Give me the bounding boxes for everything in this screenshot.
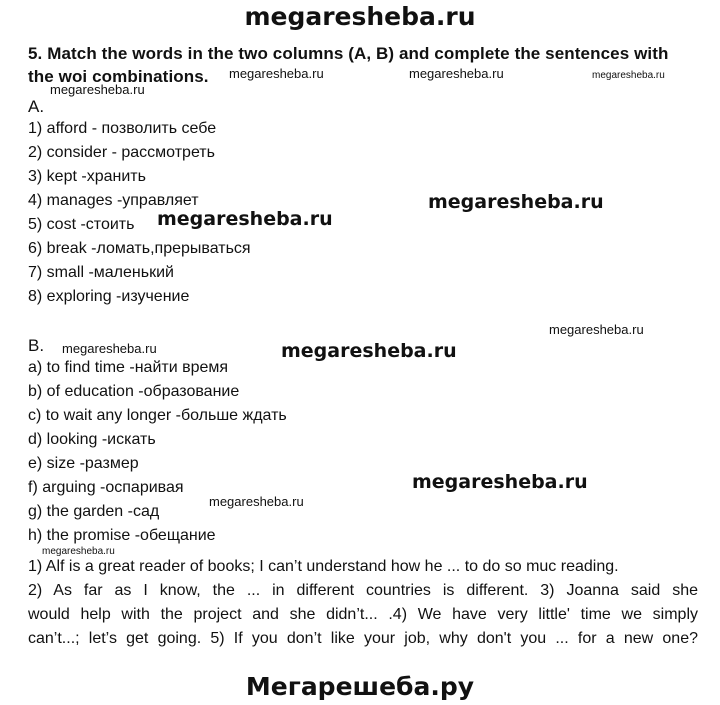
site-footer: Мегарешеба.ру xyxy=(245,672,475,701)
column-a-label: A. xyxy=(28,97,45,116)
watermark: megaresheba.ru xyxy=(62,341,157,356)
sentence-line: 2) As far as I know, the ... in different countries is different. 3) Joanna said she xyxy=(28,582,698,599)
watermark: megaresheba.ru xyxy=(428,191,604,213)
column-b-item: g) the garden -сад xyxy=(28,503,160,520)
column-a-item: 7) small -маленький xyxy=(28,264,174,281)
column-b-item: h) the promise -обещание xyxy=(28,527,216,544)
sentence-line: can’t...; let’s get going. 5) If you don’t like your job, why don't you ... for a new one? xyxy=(28,630,698,647)
watermark: megaresheba.ru xyxy=(281,340,457,362)
column-b-item: a) to find time -найти время xyxy=(28,359,229,376)
column-a-item: 5) cost -стоить xyxy=(28,216,135,233)
watermark: megaresheba.ru xyxy=(412,471,588,493)
column-b-item: f) arguing -оспаривая xyxy=(28,479,184,496)
column-b-item: d) looking -искать xyxy=(28,431,156,448)
sentence-line: would help with the project and she didn’t... .4) We have very little' time we simply xyxy=(28,606,698,623)
column-a-item: 6) break -ломать,прерываться xyxy=(28,240,251,257)
watermark: megaresheba.ru xyxy=(50,82,145,97)
watermark: megaresheba.ru xyxy=(42,546,115,557)
watermark: megaresheba.ru xyxy=(549,322,644,337)
column-b-item: b) of education -образование xyxy=(28,383,240,400)
watermark: megaresheba.ru xyxy=(229,66,324,81)
task-title-line-2: the woi combinations. xyxy=(28,67,209,86)
column-a-item: 3) kept -хранить xyxy=(28,168,146,185)
watermark: megaresheba.ru xyxy=(209,494,304,509)
watermark: megaresheba.ru xyxy=(592,70,665,81)
column-b-item: e) size -размер xyxy=(28,455,139,472)
column-a-item: 8) exploring -изучение xyxy=(28,288,190,305)
column-a-item: 2) consider - рассмотреть xyxy=(28,144,215,161)
site-header: megaresheba.ru xyxy=(244,2,476,31)
column-a-item: 4) manages -управляет xyxy=(28,192,199,209)
column-b-label: B. xyxy=(28,336,45,355)
sentence-line: 1) Alf is a great reader of books; I can’t understand how he ... to do so muc reading. xyxy=(28,558,619,575)
column-b-item: c) to wait any longer -больше ждать xyxy=(28,407,287,424)
watermark: megaresheba.ru xyxy=(409,66,504,81)
task-title-line-1: 5. Match the words in the two columns (A, B) and complete the sentences with xyxy=(28,44,669,63)
watermark: megaresheba.ru xyxy=(157,208,333,230)
column-a-item: 1) afford - позволить себе xyxy=(28,120,217,137)
